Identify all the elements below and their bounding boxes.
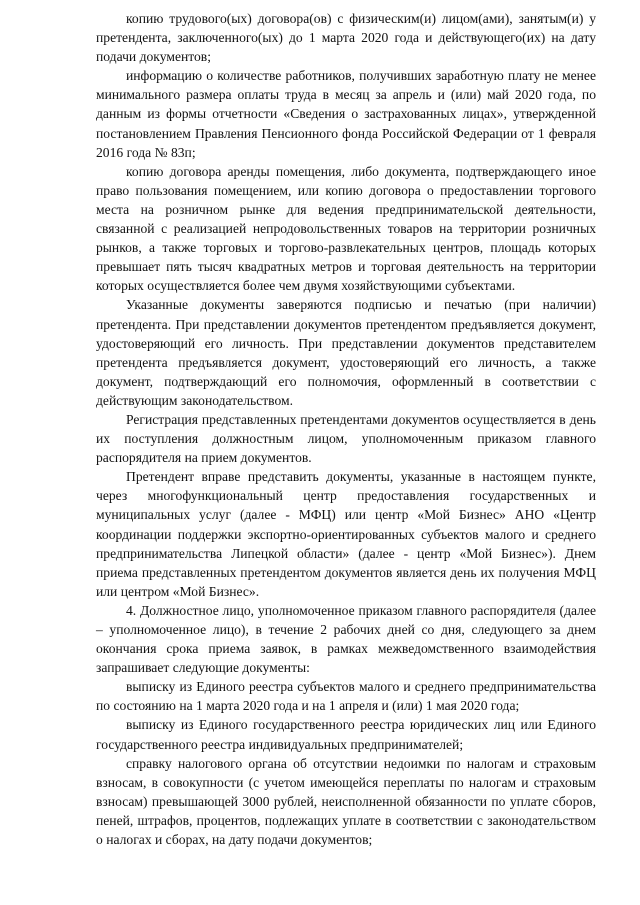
paragraph-registration: Регистрация представленных претендентами документов осуществляется в день их поступления должностным лицом, уполномоченным приказом главного распорядителя на прием документов. bbox=[96, 411, 596, 466]
document-page bbox=[96, 9, 596, 849]
paragraph-item-4-interagency-request: 4. Должностное лицо, уполномоченное приказом главного распорядителя (далее – уполномоченное лицо), в течение 2 рабочих дней со дня, следующего за днем окончания срока приема заявок, в рамках межведомственного взаимодействия запрашивает следующие документы: bbox=[96, 602, 596, 676]
paragraph-sme-registry-extract: выписку из Единого реестра субъектов малого и среднего предпринимательства по состоянию на 1 марта 2020 года и на 1 апреля и (или) 1 мая 2020 года; bbox=[96, 679, 596, 714]
paragraph-employee-count-info: информацию о количестве работников, получивших заработную плату не менее минимального размера оплаты труда в месяц за апрель и (или) май 2020 года, по данным из формы отчетности «Сведения о застрахованных лицах», утвержденной постановлением Правления Пенсионного фонда Российской Федерации от 1 февраля 2016 года № 83п; bbox=[96, 68, 596, 160]
paragraph-employment-contract: копию трудового(ых) договора(ов) с физическим(и) лицом(ами), занятым(и) у претендента, заключенного(ых) до 1 марта 2020 года и действующего(их) на дату подачи документов; bbox=[96, 11, 596, 65]
paragraph-legal-entities-registry-extract: выписку из Единого государственного реестра юридических лиц или Единого государственного реестра индивидуальных предпринимателей; bbox=[96, 717, 596, 752]
paragraph-lease-agreement: копию договора аренды помещения, либо документа, подтверждающего иное право пользования помещением, или копию договора о предоставлении торгового места на розничном рынке для ведения предпринимательской деятельности, связанной с реализацией непродовольственных товаров на территории розничных рынков, а также торговых и торгово-развлекательных центров, площадь которых превышает пять тысяч квадратных метров и торговая деятельность на территории которых осуществляется более чем двумя хозяйствующими субъектами. bbox=[96, 163, 596, 294]
paragraph-document-certification: Указанные документы заверяются подписью и печатью (при наличии) претендента. При представлении документов претендентом предъявляется документ, удостоверяющий его личность. При представлении документов представителем претендента предъявляется документ, удостоверяющий его личность, а также документ, подтверждающий его полномочия, оформленный в соответствии с действующим законодательством. bbox=[96, 297, 596, 408]
paragraph-tax-certificate: справку налогового органа об отсутствии недоимки по налогам и страховым взносам, в совокупности (с учетом имеющейся переплаты по налогам и страховым взносам) превышающей 3000 рублей, неисполненной обязанности по уплате сборов, пеней, штрафов, процентов, подлежащих уплате в соответствии с законодательством о налогах и сборах, на дату подачи документов; bbox=[96, 755, 596, 848]
paragraph-mfc-submission: Претендент вправе представить документы, указанные в настоящем пункте, через многофункциональный центр предоставления государственных и муниципальных услуг (далее - МФЦ) или центр «Мой Бизнес» АНО «Центр координации поддержки экспортно-ориентированных субъектов малого и среднего предпринимательства Липецкой области» (далее - центр «Мой Бизнес»). Днем приема представленных претендентом документов является день их получения МФЦ или центром «Мой Бизнес». bbox=[96, 469, 596, 599]
